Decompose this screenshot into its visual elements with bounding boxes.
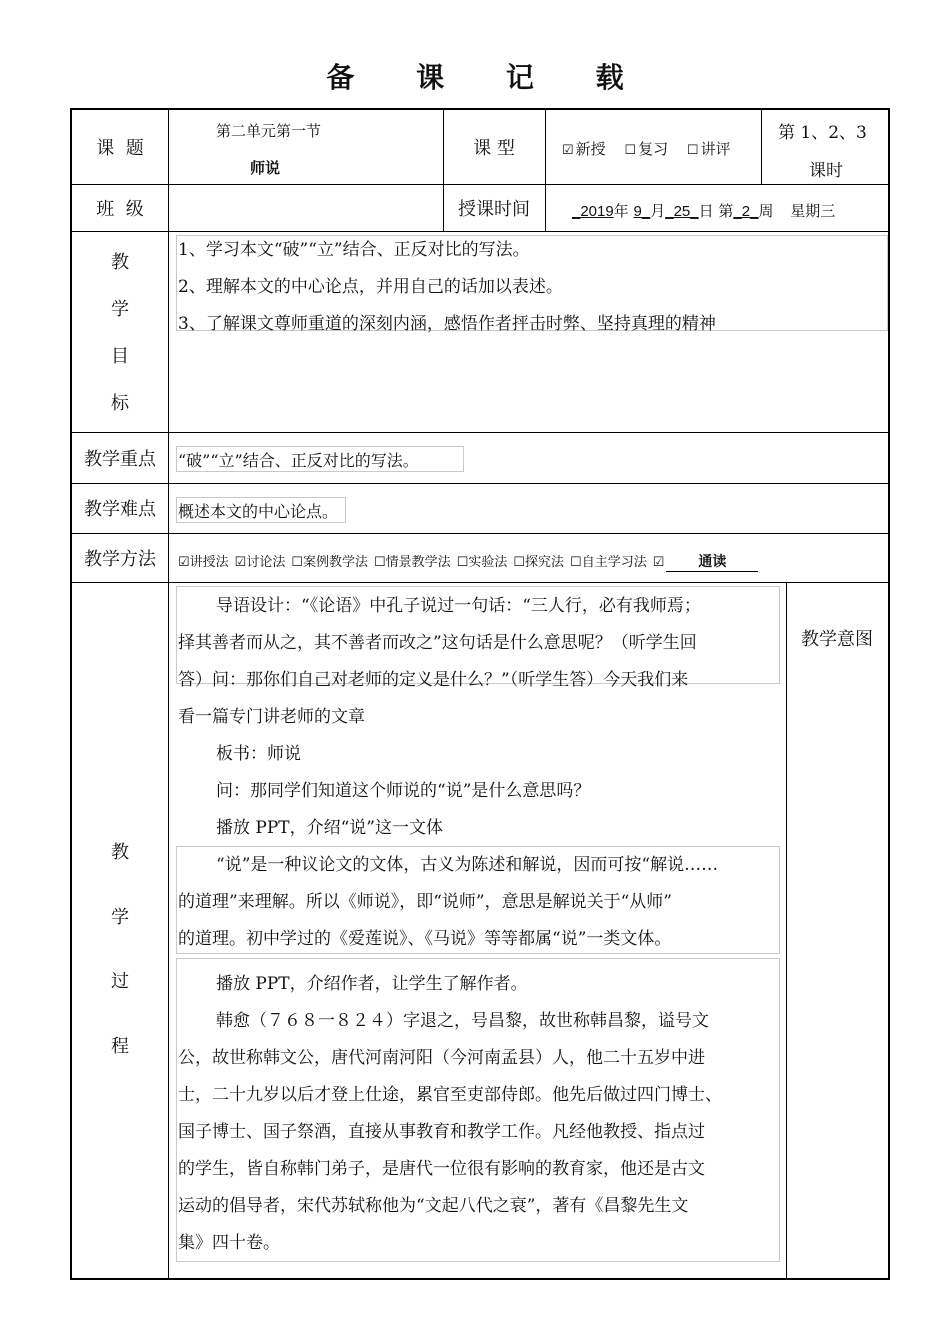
period-line2: 课时 bbox=[809, 161, 843, 181]
process-line: 答）问：那你们自己对老师的定义是什么？”（听学生答）今天我们来 bbox=[178, 670, 689, 690]
column-divider bbox=[168, 110, 169, 1278]
row-divider bbox=[72, 533, 888, 534]
topic-name: 师说 bbox=[250, 159, 281, 177]
process-line: 择其善者而从之，其不善者而改之”这句话是什么意思呢？（听学生回 bbox=[178, 633, 697, 653]
goals-label: 教 学 目 标 bbox=[111, 251, 129, 415]
lesson-date: _2019年 9_月_25_日 第_2_周 星期三 bbox=[572, 202, 836, 220]
class-value[interactable] bbox=[168, 184, 443, 231]
goal-item: 1、学习本文“破”“立”结合、正反对比的写法。 bbox=[178, 240, 530, 260]
type-option-new[interactable]: ☑ 新授 bbox=[562, 140, 606, 158]
key-points-label: 教学重点 bbox=[84, 448, 156, 470]
process-line: 板书：师说 bbox=[216, 744, 301, 764]
process-line: 导语设计：“《论语》中孔子说过一句话：“三人行，必有我师焉； bbox=[216, 596, 701, 616]
process-line: 的学生，皆自称韩门弟子，是唐代一位很有影响的教育家，他还是古文 bbox=[178, 1159, 705, 1179]
checkbox-empty-icon: ☐ bbox=[624, 143, 637, 158]
process-box bbox=[176, 958, 780, 1262]
checkbox-empty-icon: ☐ bbox=[291, 555, 303, 570]
difficulties-value: 概述本文的中心论点。 bbox=[178, 502, 339, 521]
goal-item: 2、理解本文的中心论点，并用自己的话加以表述。 bbox=[178, 277, 563, 297]
key-points-value: “破”“立”结合、正反对比的写法。 bbox=[178, 451, 419, 470]
process-line: 公，故世称韩文公，唐代河南河阳（今河南孟县）人，他二十五岁中进 bbox=[178, 1048, 705, 1068]
method-option[interactable]: ☐探究法 bbox=[513, 555, 565, 570]
methods-label: 教学方法 bbox=[84, 548, 156, 570]
method-option[interactable]: ☐情景教学法 bbox=[374, 555, 451, 570]
process-line: 运动的倡导者，宋代苏轼称他为“文起八代之衰”，著有《昌黎先生文 bbox=[178, 1196, 689, 1216]
checkbox-checked-icon: ☑ bbox=[562, 143, 574, 158]
method-option[interactable]: ☐案例教学法 bbox=[291, 555, 369, 570]
topic-unit: 第二单元第一节 bbox=[216, 122, 322, 140]
process-line: 的道理”来理解。所以《师说》，即“说师”，意思是解说关于“从师” bbox=[178, 892, 672, 912]
process-line: 播放 PPT，介绍“说”这一文体 bbox=[216, 818, 444, 838]
row-divider bbox=[72, 582, 888, 583]
checkbox-empty-icon: ☐ bbox=[513, 555, 526, 570]
period-line1: 第 1、2、3 bbox=[778, 123, 867, 143]
process-line: 播放 PPT，介绍作者，让学生了解作者。 bbox=[216, 974, 528, 994]
process-label: 教 学 过 程 bbox=[111, 842, 129, 1057]
column-divider bbox=[761, 110, 762, 184]
row-divider bbox=[72, 432, 888, 433]
checkbox-checked-icon: ☑ bbox=[178, 555, 190, 570]
checkbox-empty-icon: ☐ bbox=[456, 555, 469, 570]
method-option[interactable]: ☑讨论法 bbox=[234, 555, 286, 570]
topic-label: 课 题 bbox=[96, 138, 144, 159]
page-title: 备 课 记 载 bbox=[326, 61, 650, 94]
method-option[interactable]: ☐实验法 bbox=[456, 555, 508, 570]
column-divider bbox=[545, 110, 546, 231]
method-other-value: 通读 bbox=[666, 551, 758, 572]
process-line: 看一篇专门讲老师的文章 bbox=[178, 707, 365, 727]
difficulties-label: 教学难点 bbox=[84, 499, 156, 520]
row-divider bbox=[72, 483, 888, 484]
type-options bbox=[562, 138, 731, 159]
class-label: 班 级 bbox=[96, 198, 144, 220]
checkbox-checked-icon: ☑ bbox=[652, 555, 665, 570]
type-label: 课 型 bbox=[473, 138, 515, 159]
process-line: “说”是一种议论文的文体，古义为陈述和解说，因而可按“解说…… bbox=[216, 855, 719, 875]
lesson-plan-table bbox=[70, 108, 890, 1280]
checkbox-empty-icon: ☐ bbox=[686, 143, 699, 158]
method-option[interactable]: ☐自主学习法 bbox=[570, 555, 647, 570]
checkbox-empty-icon: ☐ bbox=[374, 555, 386, 570]
process-line: 国子博士、国子祭酒，直接从事教育和教学工作。凡经他教授、指点过 bbox=[178, 1122, 705, 1142]
row-divider bbox=[72, 231, 888, 232]
goal-item: 3、了解课文尊师重道的深刻内涵，感悟作者抨击时弊、坚持真理的精神 bbox=[178, 314, 716, 334]
checkbox-empty-icon: ☐ bbox=[570, 555, 582, 570]
time-label: 授课时间 bbox=[458, 198, 530, 220]
intent-label: 教学意图 bbox=[801, 629, 873, 650]
process-line: 问：那同学们知道这个师说的“说”是什么意思吗？ bbox=[216, 781, 591, 801]
process-line: 的道理。初中学过的《爱莲说》、《马说》等等都属“说”一类文体。 bbox=[178, 929, 672, 949]
methods-options bbox=[178, 551, 758, 572]
process-line: 集》四十卷。 bbox=[178, 1233, 280, 1253]
checkbox-checked-icon: ☑ bbox=[234, 555, 247, 570]
process-line: 韩愈（７６８一８２４）字退之，号昌黎，故世称韩昌黎，谥号文 bbox=[216, 1011, 709, 1031]
column-divider bbox=[786, 582, 787, 1278]
method-other[interactable] bbox=[653, 555, 759, 570]
process-line: 士，二十九岁以后才登上仕途，累官至吏部侍郎。他先后做过四门博士、 bbox=[178, 1085, 722, 1105]
type-option-comment[interactable]: ☐ 讲评 bbox=[686, 140, 731, 158]
type-option-review[interactable]: ☐ 复习 bbox=[624, 140, 669, 158]
method-option[interactable]: ☑讲授法 bbox=[178, 555, 229, 570]
